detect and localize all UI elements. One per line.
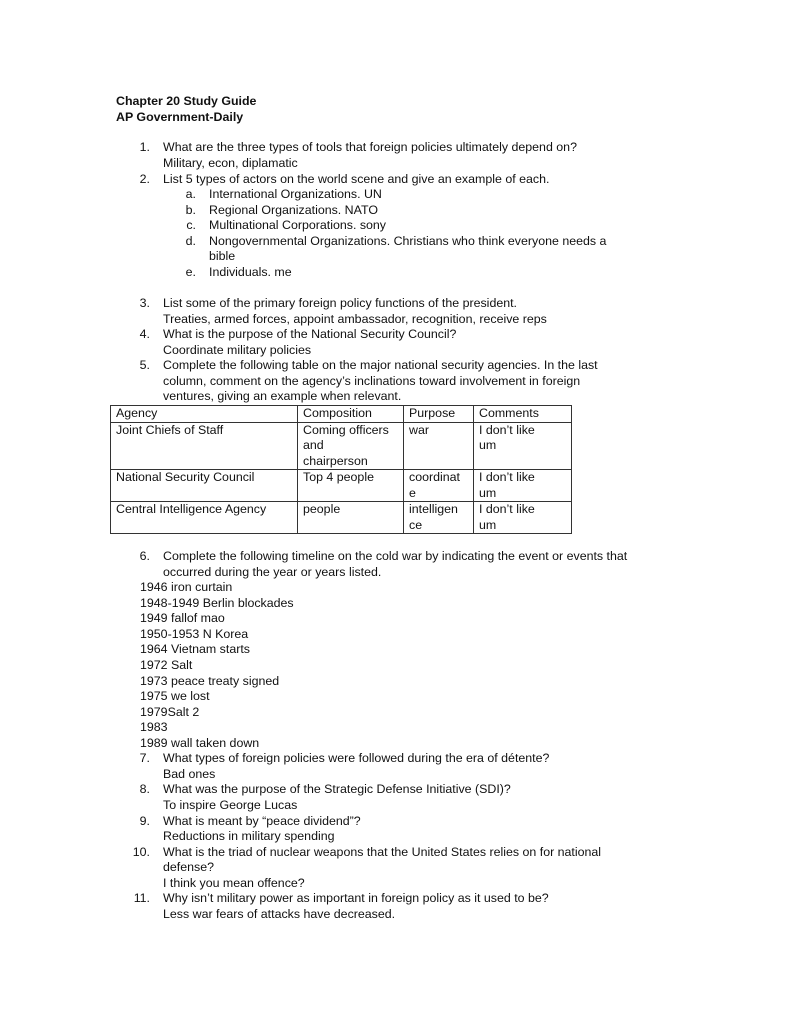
cell-line: um [479,485,497,500]
question-number: 6. [139,549,150,563]
cell-line: coordinat [409,470,460,484]
question-text: What is meant by “peace dividend”? [163,814,361,828]
composition-cell [298,422,404,470]
comments-cell [474,502,572,534]
agency-name: Central Intelligence Agency [116,502,267,516]
agency-cell [111,422,298,470]
timeline-entry: 1948-1949 Berlin blockades [140,596,294,610]
timeline-entry: 1972 Salt [140,658,193,672]
question-text: What is the triad of nuclear weapons that the United States relies on for national [163,845,602,859]
question-text: occurred during the year or years listed. [163,565,382,579]
question-number: 1. [139,140,150,154]
cell-line: Top 4 people [303,470,374,484]
answer-text: Bad ones [163,767,216,781]
question-number: 8. [139,782,150,796]
page-subtitle: AP Government-Daily [116,110,244,124]
timeline-entry: 1964 Vietnam starts [140,642,250,656]
actor-letter: c. [186,218,196,232]
page-title: Chapter 20 Study Guide [116,94,257,108]
cell-line: I don’t like [479,502,535,516]
agency-cell [111,470,298,502]
agency-name: National Security Council [116,470,255,484]
question-number: 7. [139,751,150,765]
actor-letter: e. [185,265,196,279]
timeline-entry: 1973 peace treaty signed [140,674,280,688]
question-number: 11. [133,891,150,905]
question-text: Complete the following table on the major national security agencies. In the last [163,358,598,372]
composition-cell [298,470,404,502]
question-number: 4. [139,327,150,341]
cell-line: Coming officers [303,422,389,437]
cell-line: ce [409,517,423,532]
table-row [111,422,572,470]
actor-item: Nongovernmental Organizations. Christians who think everyone needs a [209,234,607,248]
timeline-entry: 1983 [140,720,168,734]
question-text: ventures, giving an example when relevant. [163,389,402,403]
column-header: Composition [298,406,404,423]
cell-line: e [409,485,416,500]
actor-item: International Organizations. UN [209,187,382,201]
question-text: Complete the following timeline on the cold war by indicating the event or events that [163,549,628,563]
question-text: column, comment on the agency’s inclinations toward involvement in foreign [163,374,581,388]
purpose-cell [404,422,474,470]
question-text: Why isn’t military power as important in foreign policy as it used to be? [163,891,549,905]
comments-cell [474,470,572,502]
column-header: Purpose [404,406,474,423]
timeline-entry: 1946 iron curtain [140,580,233,594]
actor-letter: d. [185,234,196,248]
actor-item-continued: bible [209,249,236,263]
actor-item: Multinational Corporations. sony [209,218,387,232]
question-number: 10. [132,845,150,859]
answer-text: To inspire George Lucas [163,798,298,812]
agency-table [110,405,572,534]
timeline-entry: 1989 wall taken down [140,736,260,750]
actor-letter: b. [185,203,196,217]
cell-line: um [479,517,497,532]
column-header: Comments [474,406,572,423]
question-number: 3. [139,296,150,310]
question-text: What types of foreign policies were followed during the era of détente? [163,751,550,765]
actor-item: Regional Organizations. NATO [209,203,378,217]
question-text: defense? [163,860,214,874]
answer-text: Treaties, armed forces, appoint ambassador, recognition, receive reps [163,312,547,326]
composition-cell [298,502,404,534]
cell-line: intelligen [409,502,458,516]
cell-line: I don’t like [479,422,535,437]
table-header-row [111,406,572,423]
cell-line: people [303,502,341,516]
comments-cell [474,422,572,470]
question-text: List 5 types of actors on the world scene and give an example of each. [163,172,550,186]
question-number: 9. [139,814,150,828]
answer-text: Coordinate military policies [163,343,312,357]
table-row [111,502,572,534]
table-row [111,470,572,502]
agency-name: Joint Chiefs of Staff [116,422,224,437]
answer-text: I think you mean offence? [163,876,305,890]
question-text: What are the three types of tools that foreign policies ultimately depend on? [163,140,577,154]
question-number: 2. [139,172,150,186]
column-header: Agency [111,406,298,423]
question-text: List some of the primary foreign policy functions of the president. [163,296,517,310]
timeline-entry: 1950-1953 N Korea [140,627,249,641]
cell-line: and [303,438,324,452]
cell-line: um [479,438,497,452]
actor-item: Individuals. me [209,265,292,279]
purpose-cell [404,470,474,502]
timeline-entry: 1975 we lost [140,689,210,703]
question-text: What is the purpose of the National Security Council? [163,327,457,341]
cell-line: I don’t like [479,470,535,484]
cell-line: chairperson [303,453,368,468]
agency-cell [111,502,298,534]
timeline-entry: 1979Salt 2 [140,705,200,719]
actor-letter: a. [185,187,196,201]
answer-text: Military, econ, diplamatic [163,156,298,170]
cell-line: war [409,422,429,437]
timeline-entry: 1949 fallof mao [140,611,225,625]
question-number: 5. [139,358,150,372]
answer-text: Less war fears of attacks have decreased. [163,907,396,921]
purpose-cell [404,502,474,534]
question-text: What was the purpose of the Strategic Defense Initiative (SDI)? [163,782,511,796]
answer-text: Reductions in military spending [163,829,335,843]
